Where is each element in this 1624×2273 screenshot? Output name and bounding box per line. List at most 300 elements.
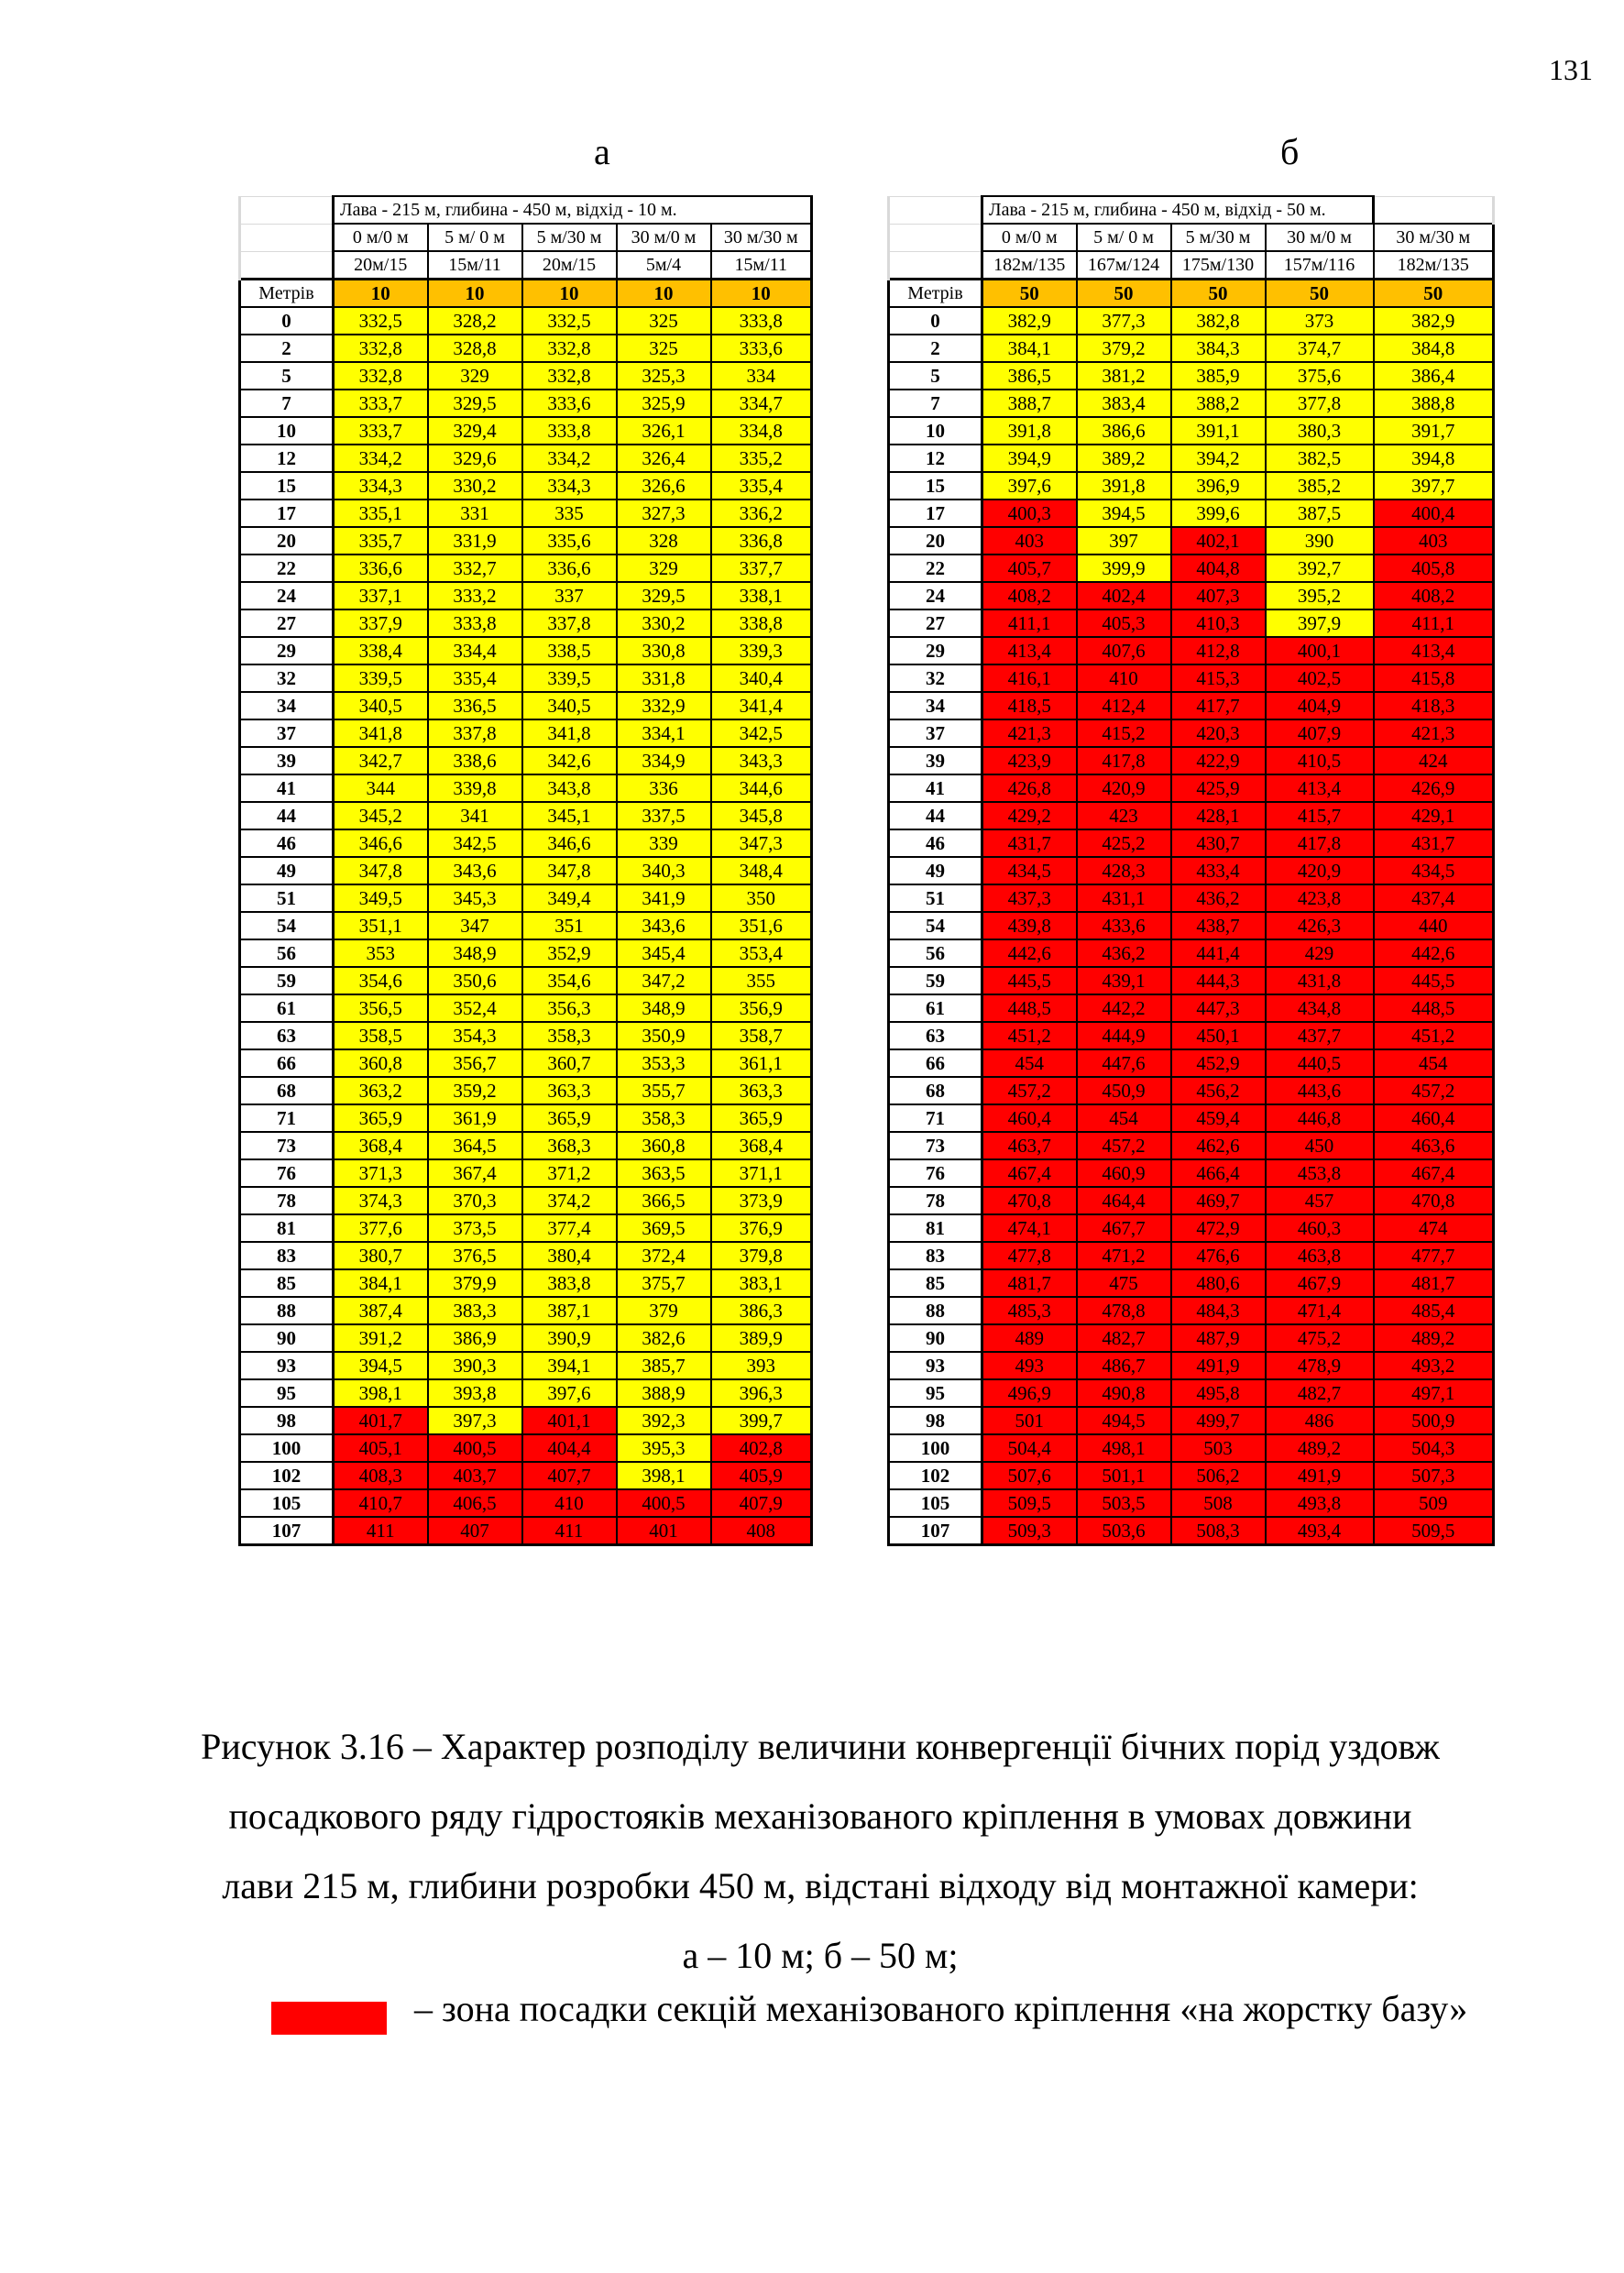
table-row bbox=[889, 1104, 1494, 1132]
value-cell: 460,4 bbox=[1374, 1104, 1494, 1132]
value-cell: 337,9 bbox=[334, 609, 428, 637]
value-cell: 482,7 bbox=[1266, 1379, 1374, 1407]
value-cell: 475,2 bbox=[1266, 1324, 1374, 1352]
value-cell: 371,3 bbox=[334, 1159, 428, 1187]
value-cell: 508,3 bbox=[1171, 1517, 1266, 1545]
value-cell: 454 bbox=[982, 1049, 1077, 1077]
value-cell: 338,8 bbox=[711, 609, 812, 637]
value-cell: 393,8 bbox=[428, 1379, 522, 1407]
table-row bbox=[889, 1132, 1494, 1159]
units-cell: 10 bbox=[522, 280, 617, 308]
row-label: 85 bbox=[889, 1269, 982, 1297]
value-cell: 429,1 bbox=[1374, 802, 1494, 829]
value-cell: 429 bbox=[1266, 939, 1374, 967]
value-cell: 415,2 bbox=[1077, 719, 1171, 747]
table-row bbox=[889, 1324, 1494, 1352]
value-cell: 340,5 bbox=[334, 692, 428, 719]
table-row bbox=[889, 500, 1494, 527]
value-cell: 471,2 bbox=[1077, 1242, 1171, 1269]
table-row bbox=[240, 555, 812, 582]
value-cell: 395,2 bbox=[1266, 582, 1374, 609]
value-cell: 442,6 bbox=[982, 939, 1077, 967]
value-cell: 335,1 bbox=[334, 500, 428, 527]
table-row bbox=[889, 994, 1494, 1022]
table-row bbox=[240, 637, 812, 664]
column-header: 0 м/0 м bbox=[334, 224, 428, 251]
table-row bbox=[240, 307, 812, 335]
value-cell: 393 bbox=[711, 1352, 812, 1379]
row-label: 105 bbox=[889, 1489, 982, 1517]
value-cell: 336 bbox=[617, 774, 711, 802]
table-row bbox=[240, 1269, 812, 1297]
value-cell: 328 bbox=[617, 527, 711, 555]
row-label: 61 bbox=[240, 994, 334, 1022]
table-row bbox=[240, 445, 812, 472]
convergence-table-b bbox=[887, 195, 1495, 1546]
value-cell: 335 bbox=[522, 500, 617, 527]
table-row bbox=[240, 829, 812, 857]
table-row bbox=[240, 1434, 812, 1462]
convergence-table-a bbox=[238, 195, 813, 1546]
value-cell: 371,1 bbox=[711, 1159, 812, 1187]
table-row bbox=[889, 1022, 1494, 1049]
row-label: 93 bbox=[240, 1352, 334, 1379]
value-cell: 420,9 bbox=[1077, 774, 1171, 802]
table-row bbox=[889, 939, 1494, 967]
legend-swatch-red bbox=[271, 2002, 387, 2035]
table-row bbox=[240, 1022, 812, 1049]
value-cell: 418,3 bbox=[1374, 692, 1494, 719]
value-cell: 444,9 bbox=[1077, 1022, 1171, 1049]
value-cell: 405,7 bbox=[982, 555, 1077, 582]
value-cell: 425,9 bbox=[1171, 774, 1266, 802]
value-cell: 467,9 bbox=[1266, 1269, 1374, 1297]
value-cell: 386,6 bbox=[1077, 417, 1171, 445]
value-cell: 368,3 bbox=[522, 1132, 617, 1159]
value-cell: 460,3 bbox=[1266, 1214, 1374, 1242]
table-row bbox=[889, 1214, 1494, 1242]
value-cell: 415,8 bbox=[1374, 664, 1494, 692]
column-subheader: 157м/116 bbox=[1266, 251, 1374, 280]
value-cell: 383,8 bbox=[522, 1269, 617, 1297]
column-subheader: 5м/4 bbox=[617, 251, 711, 280]
table-row bbox=[889, 335, 1494, 362]
table-row bbox=[889, 1407, 1494, 1434]
value-cell: 335,4 bbox=[711, 472, 812, 500]
legend bbox=[271, 1988, 1468, 2037]
value-cell: 410,3 bbox=[1171, 609, 1266, 637]
table-row bbox=[240, 692, 812, 719]
value-cell: 430,7 bbox=[1171, 829, 1266, 857]
value-cell: 345,4 bbox=[617, 939, 711, 967]
value-cell: 463,6 bbox=[1374, 1132, 1494, 1159]
value-cell: 392,3 bbox=[617, 1407, 711, 1434]
units-cell: 50 bbox=[1077, 280, 1171, 308]
value-cell: 407,6 bbox=[1077, 637, 1171, 664]
value-cell: 413,4 bbox=[982, 637, 1077, 664]
value-cell: 403,7 bbox=[428, 1462, 522, 1489]
value-cell: 485,4 bbox=[1374, 1297, 1494, 1324]
value-cell: 333,6 bbox=[522, 390, 617, 417]
column-subheader: 167м/124 bbox=[1077, 251, 1171, 280]
row-label: 68 bbox=[240, 1077, 334, 1104]
row-label-title: Метрів bbox=[889, 280, 982, 308]
row-label: 0 bbox=[889, 307, 982, 335]
value-cell: 334,7 bbox=[711, 390, 812, 417]
row-label: 71 bbox=[240, 1104, 334, 1132]
value-cell: 490,8 bbox=[1077, 1379, 1171, 1407]
row-label: 56 bbox=[240, 939, 334, 967]
value-cell: 360,7 bbox=[522, 1049, 617, 1077]
value-cell: 367,4 bbox=[428, 1159, 522, 1187]
value-cell: 368,4 bbox=[711, 1132, 812, 1159]
value-cell: 333,8 bbox=[522, 417, 617, 445]
value-cell: 389,9 bbox=[711, 1324, 812, 1352]
value-cell: 348,9 bbox=[428, 939, 522, 967]
value-cell: 379,2 bbox=[1077, 335, 1171, 362]
value-cell: 332,8 bbox=[334, 362, 428, 390]
value-cell: 354,6 bbox=[522, 967, 617, 994]
value-cell: 407 bbox=[428, 1517, 522, 1545]
table-row bbox=[240, 609, 812, 637]
row-label-title: Метрів bbox=[240, 280, 334, 308]
row-label: 17 bbox=[889, 500, 982, 527]
value-cell: 503 bbox=[1171, 1434, 1266, 1462]
value-cell: 359,2 bbox=[428, 1077, 522, 1104]
value-cell: 333,7 bbox=[334, 417, 428, 445]
table-row bbox=[889, 1462, 1494, 1489]
value-cell: 388,8 bbox=[1374, 390, 1494, 417]
value-cell: 337,1 bbox=[334, 582, 428, 609]
value-cell: 472,9 bbox=[1171, 1214, 1266, 1242]
value-cell: 493 bbox=[982, 1352, 1077, 1379]
units-cell: 50 bbox=[1374, 280, 1494, 308]
row-label: 100 bbox=[889, 1434, 982, 1462]
value-cell: 387,1 bbox=[522, 1297, 617, 1324]
value-cell: 402,5 bbox=[1266, 664, 1374, 692]
value-cell: 417,8 bbox=[1077, 747, 1171, 774]
row-label: 27 bbox=[889, 609, 982, 637]
row-label: 10 bbox=[889, 417, 982, 445]
table-row bbox=[889, 637, 1494, 664]
value-cell: 332,8 bbox=[522, 362, 617, 390]
value-cell: 360,8 bbox=[334, 1049, 428, 1077]
value-cell: 349,5 bbox=[334, 884, 428, 912]
value-cell: 476,6 bbox=[1171, 1242, 1266, 1269]
value-cell: 369,5 bbox=[617, 1214, 711, 1242]
value-cell: 405,8 bbox=[1374, 555, 1494, 582]
table-row bbox=[240, 582, 812, 609]
row-label: 59 bbox=[889, 967, 982, 994]
value-cell: 337,5 bbox=[617, 802, 711, 829]
row-label: 63 bbox=[889, 1022, 982, 1049]
row-label: 12 bbox=[889, 445, 982, 472]
value-cell: 407,9 bbox=[1266, 719, 1374, 747]
value-cell: 457,2 bbox=[1374, 1077, 1494, 1104]
value-cell: 407,3 bbox=[1171, 582, 1266, 609]
table-row bbox=[889, 884, 1494, 912]
value-cell: 387,4 bbox=[334, 1297, 428, 1324]
value-cell: 404,4 bbox=[522, 1434, 617, 1462]
row-label: 95 bbox=[889, 1379, 982, 1407]
value-cell: 344,6 bbox=[711, 774, 812, 802]
value-cell: 383,1 bbox=[711, 1269, 812, 1297]
value-cell: 448,5 bbox=[1374, 994, 1494, 1022]
column-header: 30 м/30 м bbox=[1374, 224, 1494, 251]
value-cell: 361,9 bbox=[428, 1104, 522, 1132]
value-cell: 408,2 bbox=[1374, 582, 1494, 609]
row-label: 29 bbox=[889, 637, 982, 664]
blank-cell bbox=[1374, 196, 1494, 224]
column-subheader: 182м/135 bbox=[982, 251, 1077, 280]
table-row bbox=[889, 417, 1494, 445]
value-cell: 447,3 bbox=[1171, 994, 1266, 1022]
table-row bbox=[240, 362, 812, 390]
value-cell: 444,3 bbox=[1171, 967, 1266, 994]
table-row bbox=[240, 939, 812, 967]
value-cell: 334,9 bbox=[617, 747, 711, 774]
value-cell: 333,6 bbox=[711, 335, 812, 362]
value-cell: 325 bbox=[617, 335, 711, 362]
value-cell: 447,6 bbox=[1077, 1049, 1171, 1077]
row-label: 34 bbox=[889, 692, 982, 719]
value-cell: 336,8 bbox=[711, 527, 812, 555]
value-cell: 334,3 bbox=[334, 472, 428, 500]
value-cell: 365,9 bbox=[711, 1104, 812, 1132]
row-label: 5 bbox=[889, 362, 982, 390]
value-cell: 330,2 bbox=[428, 472, 522, 500]
value-cell: 407,7 bbox=[522, 1462, 617, 1489]
value-cell: 370,3 bbox=[428, 1187, 522, 1214]
table-row bbox=[240, 390, 812, 417]
row-label: 54 bbox=[240, 912, 334, 939]
row-label: 37 bbox=[240, 719, 334, 747]
page-number: 131 bbox=[1549, 53, 1593, 86]
value-cell: 440,5 bbox=[1266, 1049, 1374, 1077]
value-cell: 325,9 bbox=[617, 390, 711, 417]
row-label: 2 bbox=[889, 335, 982, 362]
row-label: 20 bbox=[240, 527, 334, 555]
table-row bbox=[889, 472, 1494, 500]
value-cell: 454 bbox=[1374, 1049, 1494, 1077]
value-cell: 417,7 bbox=[1171, 692, 1266, 719]
row-label: 51 bbox=[240, 884, 334, 912]
row-label: 100 bbox=[240, 1434, 334, 1462]
value-cell: 508 bbox=[1171, 1489, 1266, 1517]
value-cell: 410 bbox=[1077, 664, 1171, 692]
row-label: 76 bbox=[889, 1159, 982, 1187]
row-label: 46 bbox=[240, 829, 334, 857]
value-cell: 341,8 bbox=[522, 719, 617, 747]
value-cell: 491,9 bbox=[1266, 1462, 1374, 1489]
value-cell: 341,4 bbox=[711, 692, 812, 719]
table-row bbox=[889, 692, 1494, 719]
value-cell: 496,9 bbox=[982, 1379, 1077, 1407]
value-cell: 440 bbox=[1374, 912, 1494, 939]
value-cell: 436,2 bbox=[1171, 884, 1266, 912]
value-cell: 388,7 bbox=[982, 390, 1077, 417]
value-cell: 495,8 bbox=[1171, 1379, 1266, 1407]
value-cell: 497,1 bbox=[1374, 1379, 1494, 1407]
value-cell: 451,2 bbox=[982, 1022, 1077, 1049]
value-cell: 501 bbox=[982, 1407, 1077, 1434]
value-cell: 484,3 bbox=[1171, 1297, 1266, 1324]
units-cell: 10 bbox=[711, 280, 812, 308]
value-cell: 411 bbox=[334, 1517, 428, 1545]
value-cell: 478,8 bbox=[1077, 1297, 1171, 1324]
value-cell: 420,3 bbox=[1171, 719, 1266, 747]
row-label: 22 bbox=[889, 555, 982, 582]
row-label: 17 bbox=[240, 500, 334, 527]
value-cell: 372,4 bbox=[617, 1242, 711, 1269]
value-cell: 365,9 bbox=[522, 1104, 617, 1132]
row-label: 98 bbox=[240, 1407, 334, 1434]
value-cell: 384,3 bbox=[1171, 335, 1266, 362]
value-cell: 486 bbox=[1266, 1407, 1374, 1434]
value-cell: 397,6 bbox=[522, 1379, 617, 1407]
value-cell: 431,1 bbox=[1077, 884, 1171, 912]
table-row bbox=[889, 1297, 1494, 1324]
row-label: 107 bbox=[889, 1517, 982, 1545]
row-label: 90 bbox=[240, 1324, 334, 1352]
table-row bbox=[240, 1297, 812, 1324]
value-cell: 339 bbox=[617, 829, 711, 857]
value-cell: 329 bbox=[428, 362, 522, 390]
value-cell: 355,7 bbox=[617, 1077, 711, 1104]
value-cell: 374,2 bbox=[522, 1187, 617, 1214]
row-label: 37 bbox=[889, 719, 982, 747]
value-cell: 494,5 bbox=[1077, 1407, 1171, 1434]
value-cell: 328,2 bbox=[428, 307, 522, 335]
value-cell: 396,9 bbox=[1171, 472, 1266, 500]
value-cell: 340,5 bbox=[522, 692, 617, 719]
value-cell: 382,9 bbox=[982, 307, 1077, 335]
value-cell: 350,6 bbox=[428, 967, 522, 994]
table-row bbox=[240, 1379, 812, 1407]
value-cell: 431,8 bbox=[1266, 967, 1374, 994]
value-cell: 400,3 bbox=[982, 500, 1077, 527]
table-row bbox=[889, 1077, 1494, 1104]
value-cell: 467,4 bbox=[1374, 1159, 1494, 1187]
value-cell: 377,4 bbox=[522, 1214, 617, 1242]
value-cell: 415,3 bbox=[1171, 664, 1266, 692]
value-cell: 358,7 bbox=[711, 1022, 812, 1049]
value-cell: 482,7 bbox=[1077, 1324, 1171, 1352]
value-cell: 332,5 bbox=[334, 307, 428, 335]
value-cell: 333,8 bbox=[428, 609, 522, 637]
value-cell: 404,9 bbox=[1266, 692, 1374, 719]
value-cell: 356,5 bbox=[334, 994, 428, 1022]
table-row bbox=[240, 472, 812, 500]
table-row bbox=[889, 1489, 1494, 1517]
row-label: 2 bbox=[240, 335, 334, 362]
value-cell: 335,4 bbox=[428, 664, 522, 692]
value-cell: 385,2 bbox=[1266, 472, 1374, 500]
row-label: 39 bbox=[889, 747, 982, 774]
value-cell: 361,1 bbox=[711, 1049, 812, 1077]
value-cell: 464,4 bbox=[1077, 1187, 1171, 1214]
table-row bbox=[240, 1159, 812, 1187]
corner-cell bbox=[889, 224, 982, 251]
value-cell: 337,7 bbox=[711, 555, 812, 582]
value-cell: 382,9 bbox=[1374, 307, 1494, 335]
value-cell: 489,2 bbox=[1266, 1434, 1374, 1462]
value-cell: 477,7 bbox=[1374, 1242, 1494, 1269]
row-label: 66 bbox=[889, 1049, 982, 1077]
value-cell: 400,5 bbox=[617, 1489, 711, 1517]
column-header: 0 м/0 м bbox=[982, 224, 1077, 251]
value-cell: 350 bbox=[711, 884, 812, 912]
value-cell: 438,7 bbox=[1171, 912, 1266, 939]
value-cell: 399,7 bbox=[711, 1407, 812, 1434]
value-cell: 456,2 bbox=[1171, 1077, 1266, 1104]
value-cell: 354,6 bbox=[334, 967, 428, 994]
row-label: 49 bbox=[889, 857, 982, 884]
table-row bbox=[240, 1049, 812, 1077]
value-cell: 381,2 bbox=[1077, 362, 1171, 390]
value-cell: 404,8 bbox=[1171, 555, 1266, 582]
value-cell: 392,7 bbox=[1266, 555, 1374, 582]
row-label: 68 bbox=[889, 1077, 982, 1104]
units-cell: 10 bbox=[617, 280, 711, 308]
value-cell: 352,9 bbox=[522, 939, 617, 967]
row-label: 83 bbox=[889, 1242, 982, 1269]
value-cell: 403 bbox=[1374, 527, 1494, 555]
value-cell: 486,7 bbox=[1077, 1352, 1171, 1379]
value-cell: 376,9 bbox=[711, 1214, 812, 1242]
value-cell: 503,6 bbox=[1077, 1517, 1171, 1545]
value-cell: 475 bbox=[1077, 1269, 1171, 1297]
table-row bbox=[240, 1489, 812, 1517]
value-cell: 333,2 bbox=[428, 582, 522, 609]
value-cell: 401 bbox=[617, 1517, 711, 1545]
value-cell: 360,8 bbox=[617, 1132, 711, 1159]
value-cell: 471,4 bbox=[1266, 1297, 1374, 1324]
corner-cell bbox=[889, 251, 982, 280]
value-cell: 339,3 bbox=[711, 637, 812, 664]
value-cell: 382,8 bbox=[1171, 307, 1266, 335]
value-cell: 431,7 bbox=[1374, 829, 1494, 857]
value-cell: 507,3 bbox=[1374, 1462, 1494, 1489]
value-cell: 353 bbox=[334, 939, 428, 967]
value-cell: 326,4 bbox=[617, 445, 711, 472]
value-cell: 334,8 bbox=[711, 417, 812, 445]
value-cell: 391,8 bbox=[982, 417, 1077, 445]
value-cell: 379,8 bbox=[711, 1242, 812, 1269]
row-label: 61 bbox=[889, 994, 982, 1022]
value-cell: 441,4 bbox=[1171, 939, 1266, 967]
value-cell: 382,5 bbox=[1266, 445, 1374, 472]
value-cell: 384,1 bbox=[334, 1269, 428, 1297]
value-cell: 339,5 bbox=[334, 664, 428, 692]
table-row bbox=[240, 857, 812, 884]
value-cell: 334,1 bbox=[617, 719, 711, 747]
value-cell: 334,2 bbox=[522, 445, 617, 472]
value-cell: 391,7 bbox=[1374, 417, 1494, 445]
value-cell: 405,9 bbox=[711, 1462, 812, 1489]
value-cell: 396,3 bbox=[711, 1379, 812, 1407]
value-cell: 351,1 bbox=[334, 912, 428, 939]
value-cell: 394,5 bbox=[1077, 500, 1171, 527]
row-label: 107 bbox=[240, 1517, 334, 1545]
value-cell: 398,1 bbox=[617, 1462, 711, 1489]
value-cell: 338,6 bbox=[428, 747, 522, 774]
value-cell: 340,3 bbox=[617, 857, 711, 884]
value-cell: 500,9 bbox=[1374, 1407, 1494, 1434]
value-cell: 329,4 bbox=[428, 417, 522, 445]
value-cell: 332,8 bbox=[334, 335, 428, 362]
value-cell: 413,4 bbox=[1266, 774, 1374, 802]
